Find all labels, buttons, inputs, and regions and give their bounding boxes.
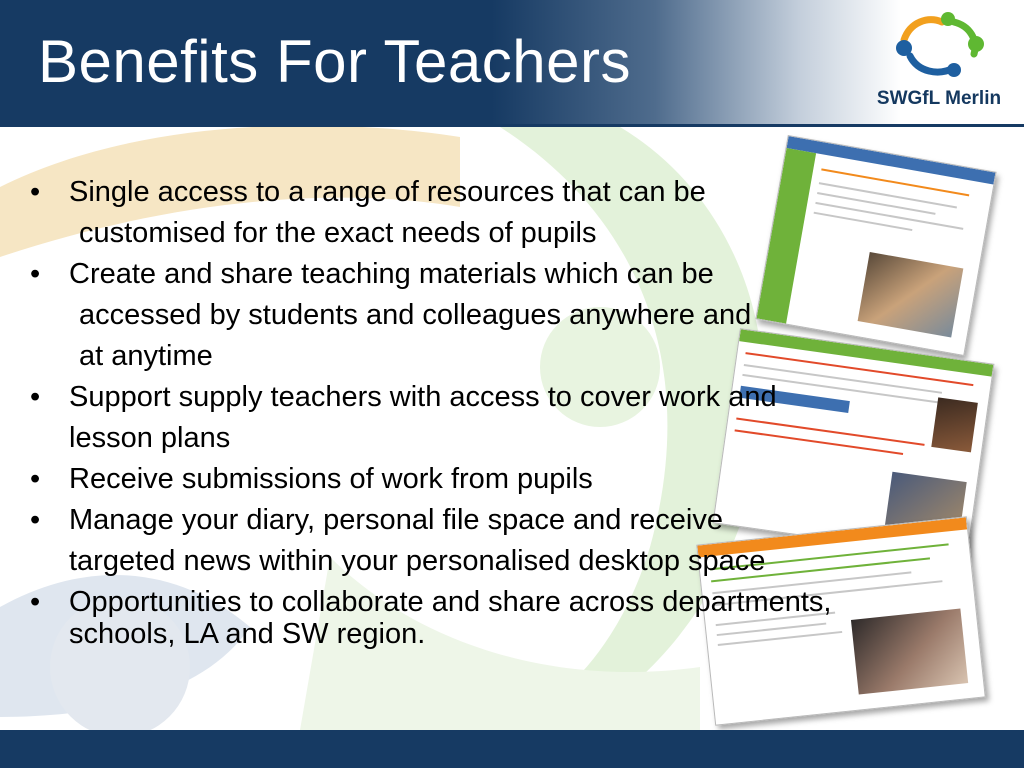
bullet-list	[30, 172, 831, 650]
bullet-line: Create and share teaching materials which can be	[69, 258, 714, 290]
swgfl-merlin-logo	[866, 10, 1012, 114]
slide-title: Benefits For Teachers	[38, 28, 632, 95]
bullet-line: customised for the exact needs of pupils	[79, 217, 597, 249]
bullet-line: Single access to a range of resources that can be	[69, 176, 706, 208]
bullet-item	[30, 377, 831, 459]
bullet-line: targeted news within your personalised desktop space	[69, 545, 766, 577]
bullet-line: Manage your diary, personal file space and receive	[69, 504, 723, 536]
bullet-dot: •	[30, 176, 41, 208]
bullet-dot: •	[30, 381, 41, 413]
bullet-line: accessed by students and colleagues anywhere and	[79, 299, 752, 331]
footer-bar	[0, 730, 1024, 768]
bullet-item	[30, 459, 831, 500]
bullet-dot: •	[30, 258, 41, 290]
bullet-item	[30, 172, 831, 254]
logo-text: SWGfL Merlin	[876, 88, 1002, 109]
bullet-item	[30, 254, 831, 377]
header-divider	[0, 124, 1024, 127]
bullet-line: schools, LA and SW region.	[69, 618, 426, 650]
bullet-item	[30, 586, 831, 650]
bullet-dot: •	[30, 463, 41, 495]
swgfl-merlin-logo-icon	[866, 10, 1012, 86]
bullet-dot: •	[30, 504, 41, 536]
bullet-line: Opportunities to collaborate and share across departments,	[69, 586, 832, 618]
bullet-line: Receive submissions of work from pupils	[69, 463, 593, 495]
bullet-item	[30, 500, 831, 582]
bullet-line: lesson plans	[69, 422, 231, 454]
bullet-line: Support supply teachers with access to cover work and	[69, 381, 777, 413]
bullet-dot: •	[30, 586, 41, 618]
bullet-line: at anytime	[79, 340, 213, 372]
